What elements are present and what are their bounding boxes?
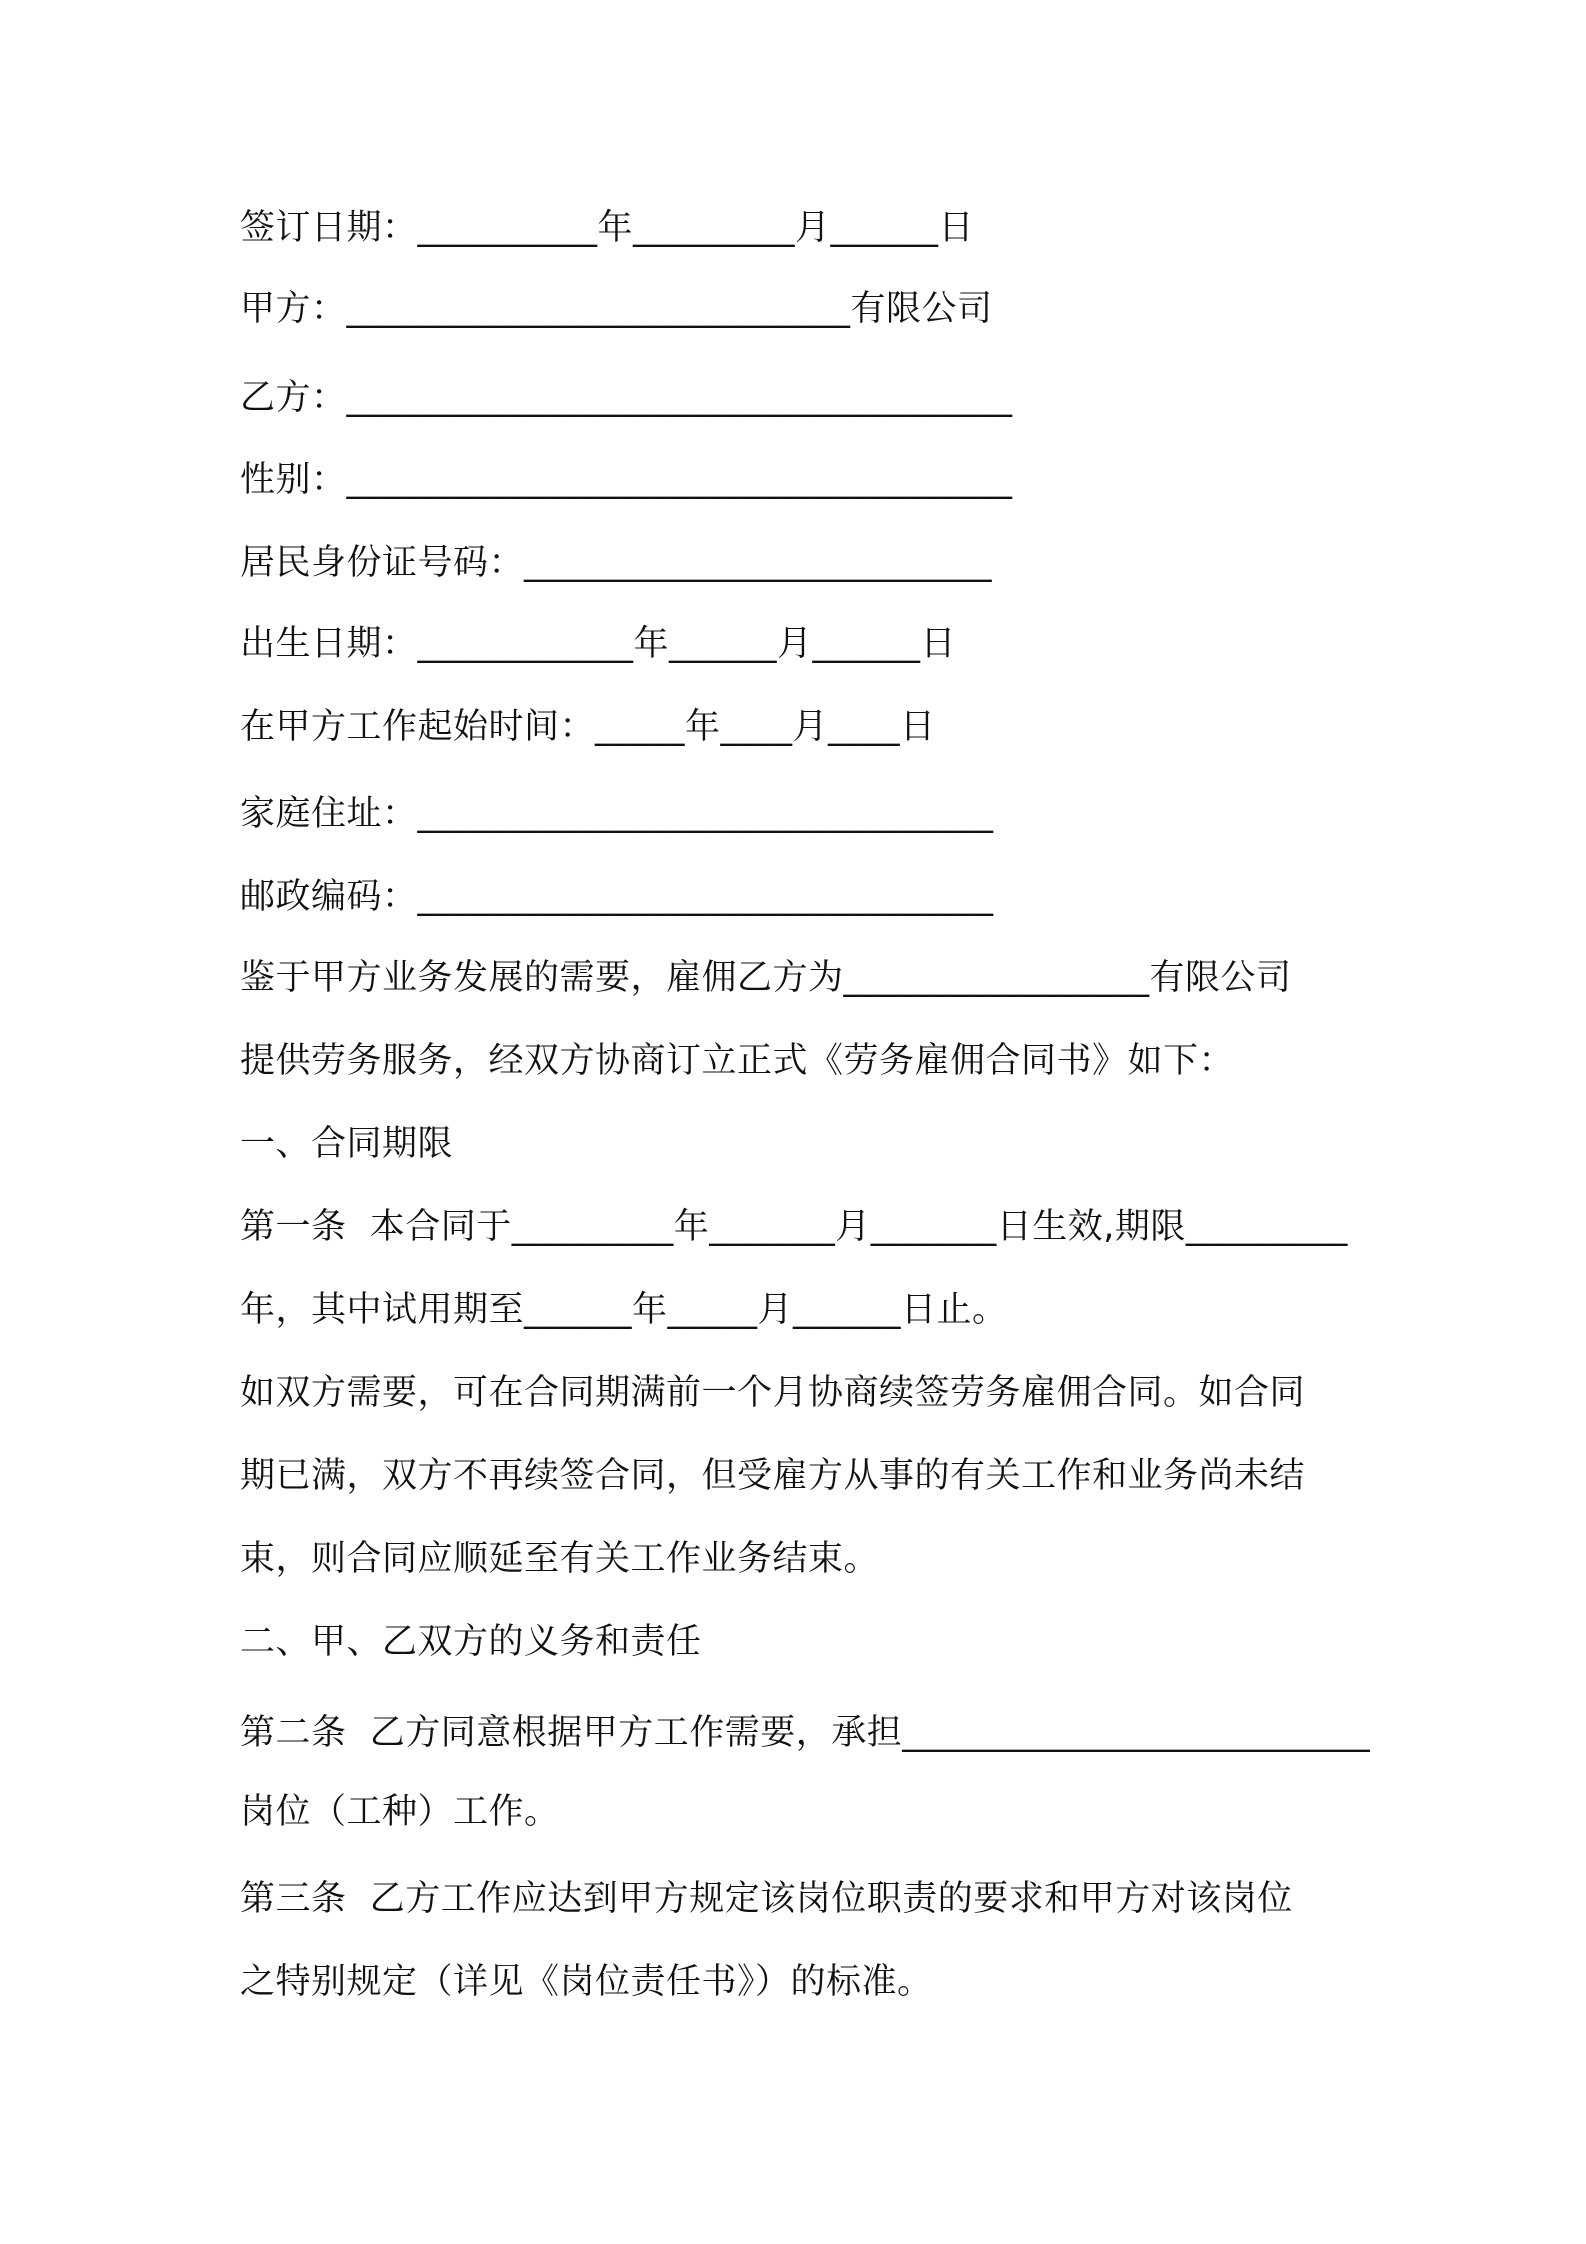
home-address-line: 家庭住址：________________________________ — [240, 794, 994, 834]
article-2-line-2: 岗位（工种）工作。 — [240, 1792, 560, 1832]
party-b-line: 乙方：_____________________________________ — [240, 378, 1013, 418]
article-1-line-2: 年，其中试用期至______年_____月______日止。 — [240, 1290, 1008, 1330]
article-3-line-1: 第三条 乙方工作应达到甲方规定该岗位职责的要求和甲方对该岗位 — [240, 1879, 1293, 1919]
postal-code-line: 邮政编码：________________________________ — [240, 877, 994, 917]
preamble-line-1: 鉴于甲方业务发展的需要，雇佣乙方为_________________有限公司 — [240, 958, 1292, 998]
start-date-line: 在甲方工作起始时间：_____年____月____日 — [240, 707, 936, 747]
preamble-line-2: 提供劳务服务，经双方协商订立正式《劳务雇佣合同书》如下： — [240, 1041, 1235, 1081]
id-number-line: 居民身份证号码：__________________________ — [240, 543, 993, 583]
article-2-line-1: 第二条 乙方同意根据甲方工作需要，承担__________________________ — [240, 1713, 1371, 1753]
signing-date-line: 签订日期：__________年_________月______日 — [240, 208, 975, 248]
article-1-line-1: 第一条 本合同于_________年_______月_______日生效,期限_________ — [240, 1207, 1348, 1247]
article-3-line-2: 之特别规定（详见《岗位责任书》）的标准。 — [240, 1962, 933, 2002]
renewal-line-2: 期已满，双方不再续签合同，但受雇方从事的有关工作和业务尚未结 — [240, 1456, 1306, 1496]
party-a-line: 甲方：____________________________有限公司 — [240, 289, 993, 329]
renewal-line-1: 如双方需要，可在合同期满前一个月协商续签劳务雇佣合同。如合同 — [240, 1373, 1306, 1413]
section-heading-2: 二、甲、乙双方的义务和责任 — [240, 1622, 702, 1662]
renewal-line-3: 束，则合同应顺延至有关工作业务结束。 — [240, 1539, 880, 1579]
gender-line: 性别：_____________________________________ — [240, 460, 1013, 500]
section-heading-1: 一、合同期限 — [240, 1124, 454, 1164]
birth-date-line: 出生日期：____________年______月______日 — [240, 624, 957, 664]
